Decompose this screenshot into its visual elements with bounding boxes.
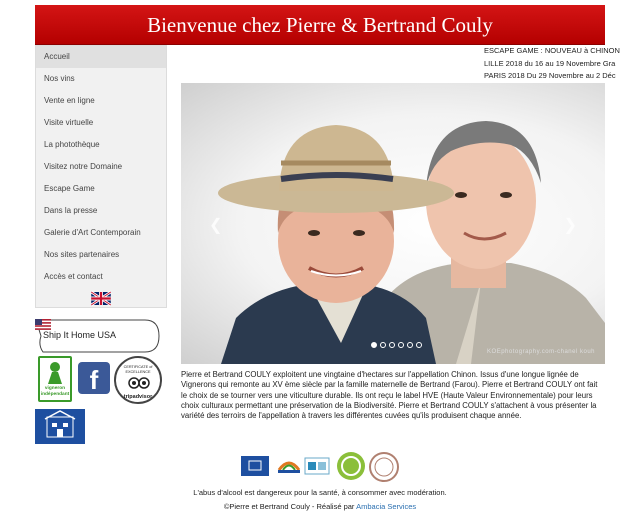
- slider-dot[interactable]: [371, 342, 377, 348]
- nav-item-nos-vins[interactable]: Nos vins: [44, 74, 75, 83]
- caves-touristiques-logo[interactable]: [276, 458, 302, 474]
- nav-item-escape-game[interactable]: Escape Game: [44, 184, 95, 193]
- agency-link[interactable]: Ambacia Services: [356, 502, 417, 511]
- intro-text: Pierre et Bertrand COULY exploitent une vingtaine d'hectares sur l'appellation Chinon. Issus d'une longue lignée de Vignerons qui remonte au XV ème siècle par la famille maternelle de Bertrand (Farou). Pierre et Bertrand COULY ont fait le choix de se tourner vers une viticulture durable. Ils ont reçu le label HVE (Haute Valeur Environnementale) pour leurs choix culturaux permettant une préservation de la Biodiversité. Pierre et Bertrand COULY s'attachent à vous présenter la variété des terroirs de l'appellation à travers les différentes cuvées qu'ils produisent chaque année.: [181, 370, 598, 421]
- hve-logo[interactable]: [336, 451, 366, 481]
- tripadvisor-owl-icon: [128, 376, 150, 390]
- ship-it-home-banner[interactable]: [35, 319, 161, 353]
- slider-dot[interactable]: [380, 342, 386, 348]
- nav-item-accueil[interactable]: Accueil: [36, 46, 166, 68]
- uk-flag-icon[interactable]: [91, 292, 111, 305]
- slider-dot[interactable]: [416, 342, 422, 348]
- tripadvisor-name: tripadvisor: [123, 394, 153, 400]
- vigneron-independant-logo[interactable]: [38, 356, 72, 402]
- footer-credits: [0, 502, 640, 511]
- slide-photo: [181, 83, 605, 364]
- ticker-line[interactable]: ESCAPE GAME : NOUVEAU à CHINON: [484, 46, 620, 55]
- shipit-label[interactable]: Ship It Home USA: [43, 330, 117, 340]
- nav-item-partenaires[interactable]: Nos sites partenaires: [44, 250, 120, 259]
- gites-de-france-logo[interactable]: [35, 409, 85, 444]
- usa-flag-icon: [35, 319, 51, 330]
- site-header: [35, 5, 605, 45]
- alcohol-warning: L'abus d'alcool est dangereux pour la santé, à consommer avec modération.: [193, 488, 447, 497]
- nav-item-visite-virtuelle[interactable]: Visite virtuelle: [44, 118, 94, 127]
- seal-logo[interactable]: [369, 446, 399, 488]
- vigneron-icon: [40, 358, 70, 384]
- facebook-icon[interactable]: f: [78, 362, 110, 394]
- slider-dot[interactable]: [389, 342, 395, 348]
- news-ticker[interactable]: [484, 45, 620, 81]
- footer-logos: [241, 446, 401, 490]
- slider-dot[interactable]: [398, 342, 404, 348]
- nav-item-vente-en-ligne[interactable]: Vente en ligne: [44, 96, 95, 105]
- ticker-line[interactable]: LILLE 2018 du 16 au 19 Novembre Gra: [484, 58, 616, 68]
- vigneron-label: vigneron indépendant: [40, 386, 70, 397]
- credits-text: ©Pierre et Bertrand Couly - Réalisé par: [223, 502, 355, 511]
- ticker-line[interactable]: PARIS 2018 Du 29 Novembre au 2 Déc: [484, 71, 616, 80]
- house-icon: [35, 409, 85, 444]
- slider-dots: [371, 342, 422, 348]
- nav-item-phototheque[interactable]: La photothèque: [44, 140, 100, 149]
- tripadvisor-badge[interactable]: [114, 356, 162, 404]
- nav-item-acces-contact[interactable]: Accès et contact: [44, 272, 103, 281]
- photo-slider[interactable]: [181, 83, 605, 364]
- main-nav: [35, 45, 167, 308]
- blue-label-logo[interactable]: [241, 456, 269, 476]
- slider-dot[interactable]: [407, 342, 413, 348]
- chevron-left-icon[interactable]: ❮: [209, 217, 223, 234]
- nav-item-presse[interactable]: Dans la presse: [44, 206, 98, 215]
- site-title: Bienvenue chez Pierre & Bertrand Couly: [147, 13, 493, 37]
- nav-item-visitez-domaine[interactable]: Visitez notre Domaine: [44, 162, 123, 171]
- photo-credit: KOEphotography.com-chanel kouh: [487, 349, 595, 355]
- nav-item-galerie[interactable]: Galerie d'Art Contemporain: [44, 228, 141, 237]
- chevron-right-icon[interactable]: ❯: [563, 217, 577, 234]
- tripadvisor-certificate: CERTIFICATE of EXCELLENCE: [123, 365, 153, 374]
- label-logo-small[interactable]: [305, 458, 329, 474]
